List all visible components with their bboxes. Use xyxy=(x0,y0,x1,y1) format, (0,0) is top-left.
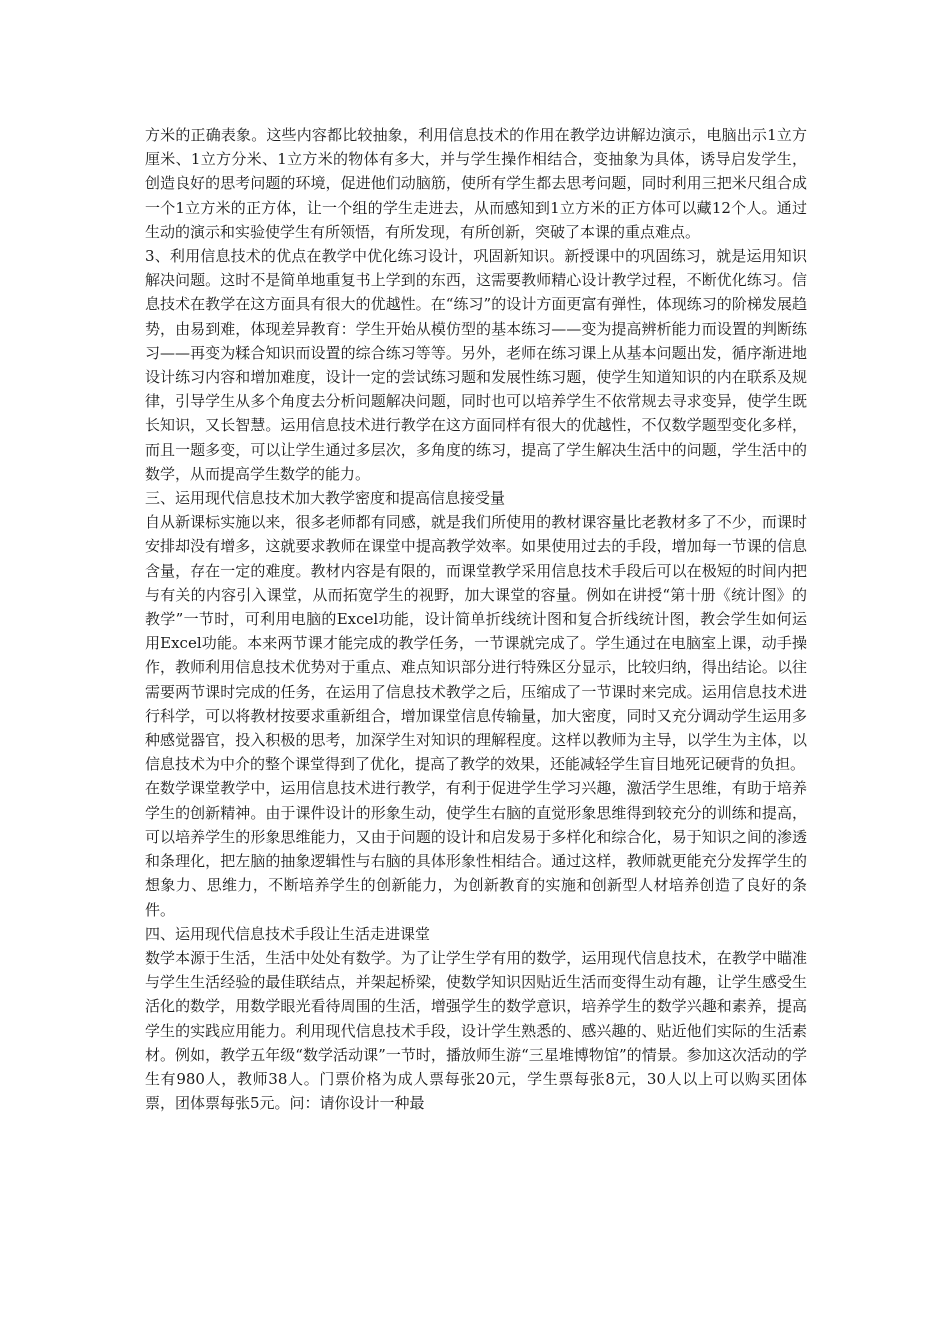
section-heading-3: 三、运用现代信息技术加大教学密度和提高信息接受量 xyxy=(145,489,506,508)
paragraph-life-math: 数学本源于生活，生活中处处有数学。为了让学生学有用的数学，运用现代信息技术，在教学中瞄准与学生生活经验的最佳联结点，并架起桥梁，使数学知识因贴近生活而变得生动有趣，让学生感受生活化的数学，用数学眼光看待周围的生活，增强学生的数学意识，培养学生的数学兴趣和素养，提高学生的实践应用能力。利用现代信息技术手段，设计学生熟悉的、感兴趣的、贴近他们实际的生活素材。例如，教学五年级“数学活动课”一节时，播放师生游“三星堆博物馆”的情景。参加这次活动的学生有980人，教师38人。门票价格为成人票每张20元，学生票每张8元，30人以上可以购买团体票，团体票每张5元。问：请你设计一种最 xyxy=(145,948,807,1113)
paragraph-cube-demo: 方米的正确表象。这些内容都比较抽象，利用信息技术的作用在教学边讲解边演示，电脑出示1立方厘米、1立方分米、1立方米的物体有多大，并与学生操作相结合，变抽象为具体，诱导启发学生，创造良好的思考问题的环境，促进他们动脑筋，使所有学生都去思考问题，同时利用三把米尺组合成一个1立方米的正方体，让一个组的学生走进去，从而感知到1立方米的正方体可以藏12个人。通过生动的演示和实验使学生有所领悟，有所发现，有所创新，突破了本课的重点难点。 xyxy=(145,126,807,241)
document-body xyxy=(145,123,807,1115)
paragraph-class-capacity: 自从新课标实施以来，很多老师都有同感，就是我们所使用的教材课容量比老教材多了不少，而课时安排却没有增多，这就要求教师在课堂中提高教学效率。如果使用过去的手段，增加每一节课的信息含量，存在一定的难度。教材内容是有限的，而课堂教学采用信息技术手段后可以在极短的时间内把与有关的内容引入课堂，从而拓宽学生的视野，加大课堂的容量。例如在讲授“第十册《统计图》的教学”一节时，可利用电脑的Excel功能，设计简单折线统计图和复合折线统计图，教会学生如何运用Excel功能。本来两节课才能完成的教学任务，一节课就完成了。学生通过在电脑室上课，动手操作，教师利用信息技术优势对于重点、难点知识部分进行特殊区分显示，比较归纳，得出结论。以往需要两节课时完成的任务，在运用了信息技术教学之后，压缩成了一节课时来完成。运用信息技术进行科学，可以将教材按要求重新组合，增加课堂信息传输量，加大密度，同时又充分调动学生运用多种感觉器官，投入积极的思考，加深学生对知识的理解程度。这样以教师为主导，以学生为主体，以信息技术为中介的整个课堂得到了优化，提高了教学的效果，还能减轻学生盲目地死记硬背的负担。 xyxy=(145,513,807,774)
paragraph-practice-design: 3、利用信息技术的优点在教学中优化练习设计，巩固新知识。新授课中的巩固练习，就是运用知识解决问题。这时不是简单地重复书上学到的东西，这需要教师精心设计教学过程，不断优化练习。信息技术在教学在这方面具有很大的优越性。在“练习”的设计方面更富有弹性，体现练习的阶梯发展趋势，由易到难，体现差异教育：学生开始从模仿型的基本练习——变为提高辨析能力而设置的判断练习——再变为糅合知识而设置的综合练习等等。另外，老师在练习课上从基本问题出发，循序渐进地设计练习内容和增加难度，设计一定的尝试练习题和发展性练习题，使学生知道知识的内在联系及规律，引导学生从多个角度去分析问题解决问题，同时也可以培养学生不依常规去寻求变异，使学生既长知识，又长智慧。运用信息技术进行教学在这方面同样有很大的优越性，不仅数学题型变化多样，而且一题多变，可以让学生通过多层次，多角度的练习，提高了学生解决生活中的问题，学生活中的数学，从而提高学生数学的能力。 xyxy=(145,247,807,483)
section-heading-4: 四、运用现代信息技术手段让生活走进课堂 xyxy=(145,924,431,943)
paragraph-thinking-training: 在数学课堂教学中，运用信息技术进行教学，有利于促进学生学习兴趣，激活学生思维，有助于培养学生的创新精神。由于课件设计的形象生动，使学生右脑的直觉形象思维得到较充分的训练和提高，可以培养学生的形象思维能力，又由于问题的设计和启发易于多样化和综合化，易于知识之间的渗透和条理化，把左脑的抽象逻辑性与右脑的具体形象性相结合。通过这样，教师就更能充分发挥学生的想象力、思维力，不断培养学生的创新能力，为创新教育的实施和创新型人材培养创造了良好的条件。 xyxy=(145,779,807,919)
